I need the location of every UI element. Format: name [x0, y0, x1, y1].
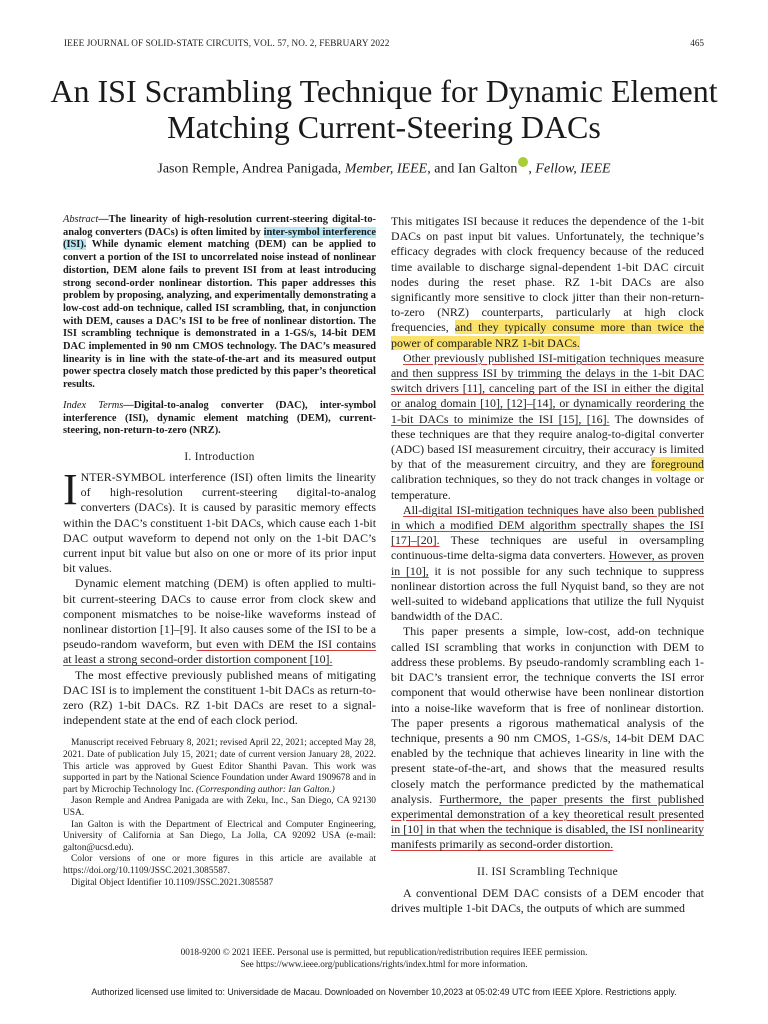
abstract-highlight[interactable]: inter-symbol interference (ISI).	[63, 226, 376, 251]
author-sep: ,	[528, 161, 536, 177]
author-names-1: Jason Remple, Andrea Panigada,	[157, 161, 345, 177]
intro-paragraph-1	[63, 464, 376, 576]
right-paragraph-1	[391, 214, 704, 351]
author-names-2: , and Ian Galton	[427, 161, 518, 177]
section-heading-2: II. ISI Scrambling Technique	[477, 865, 618, 878]
right-p3-text-b: it is not possible for any such technique to suppress nonlinear distortion across the full Nyquist band, so they are not well-suited to wideband applications that utilize the full Nyquist bandwidth of the DAC.	[391, 563, 704, 624]
right-p3-underline-2[interactable]: However, as proven in [10],	[391, 548, 705, 578]
intro-p1-text: NTER-SYMBOL interference (ISI) often limits the linearity of high-resolution current-steering digital-to-analog converters (DACs). It is caused by parasitic memory effects within the DAC’s constituent 1-bit DACs, which cause each 1-bit DAC output waveform to depend not only on the 1-bit DAC’s current input bit value but also on one or more of its prior input bit values.	[63, 469, 376, 576]
running-header: IEEE JOURNAL OF SOLID-STATE CIRCUITS, VOL. 57, NO. 2, FEBRUARY 2022	[64, 38, 390, 48]
page-number: 465	[690, 38, 704, 48]
right-paragraph-5: A conventional DEM DAC consists of a DEM encoder that drives multiple 1-bit DACs, the outputs of which are summed	[391, 885, 704, 915]
right-p2-highlight[interactable]: foreground	[651, 457, 704, 472]
index-terms-text: Digital-to-analog converter (DAC), inter-symbol interference (ISI), dynamic element matching (DEM), current-steering, non-return-to-zero (NRZ).	[63, 399, 376, 437]
footnote-affil-1: Jason Remple and Andrea Panigada are with Zeku, Inc., San Diego, CA 92130 USA.	[63, 796, 376, 818]
intro-paragraph-3: The most effective previously published means of mitigating DAC ISI is to implement the constituent 1-bit DACs as return-to-zero (RZ) 1-bit DACs. RZ 1-bit DACs are reset to a signal-independent state at the end of each clock period.	[63, 667, 376, 728]
authorized-use-banner: Authorized licensed use limited to: Universidade de Macau. Downloaded on November 10,2023 at 05:02:49 UTC from IEEE Xplore. Restrictions apply.	[91, 987, 677, 997]
footnote-corresponding: (Corresponding author: Ian Galton.)	[196, 784, 335, 795]
copyright-line-1: 0018-9200 © 2021 IEEE. Personal use is permitted, but republication/redistribution requires IEEE permission.	[180, 947, 588, 957]
intro-p2-text: Dynamic element matching (DEM) is often applied to multi-bit current-steering DACs to cause error from clock skew and component mismatches to be noise-like waveforms instead of nonlinear distortion [1]–[9]. It also causes some of the ISI to be a pseudo-random waveform,	[63, 576, 376, 652]
title-line-2: Matching Current-Steering DACs	[167, 109, 601, 145]
right-p3-text-a: These techniques are useful in oversampling continuous-time delta-sigma data converters.	[391, 533, 704, 563]
right-p1-highlight[interactable]: and they typically consume more than twice the power of comparable NRZ 1-bit DACs.	[391, 320, 704, 350]
abstract-text-1: The linearity of high-resolution current-steering digital-to-analog converters (DACs) is often limited by	[63, 214, 376, 238]
footnote-affil-2: Ian Galton is with the Department of Electrical and Computer Engineering, University of California at San Diego, La Jolla, CA 92092 USA (e-mail: galton@ucsd.edu).	[63, 819, 376, 853]
right-p2-text-b: calibration techniques, so they do not track changes in voltage or temperature.	[391, 472, 704, 502]
abstract-label: Abstract	[63, 214, 99, 225]
footnotes	[63, 738, 376, 889]
right-p2-text-a: The downsides of these techniques are that they require analog-to-digital converter (ADC) based ISI measurement circuitry, their accuracy is limited by that of the measurement circuitry, and they are	[391, 411, 704, 472]
footnote-manuscript	[63, 738, 376, 796]
right-p4-underline[interactable]: Furthermore, the paper presents the first published experimental demonstration of a key theoretical result presented in [10] in that when the technique is disabled, the ISI nonlinearity manifests primarily as second-order distortion.	[391, 791, 704, 852]
copyright-notice	[0, 946, 768, 970]
right-p1-text: This mitigates ISI because it reduces the dependence of the 1-bit DACs on past input bit values. Unfortunately, the technique’s efficacy degrades with clock frequency because of the reduced time available to discharge signal-dependent 1-bit DAC circuit nodes during the reset phase. RZ 1-bit DACs are also significantly more sensitive to clock jitter than their non-return-to-zero (NRZ) counterparts, particularly at high clock frequencies,	[391, 214, 704, 335]
footnote-manuscript-text: Manuscript received February 8, 2021; revised April 22, 2021; accepted May 28, 2021. Date of publication July 15, 2021; date of current version January 28, 2022. This article was approved by Guest Editor Shanthi Pavan. This work was supported in part by the National Science Foundation under Award 1909678 and in part by Microchip Technology Inc.	[63, 738, 376, 795]
abstract-text-2: While dynamic element matching (DEM) can be applied to convert a portion of the ISI to uncorrelated noise instead of nonlinear distortion, DEM alone fails to prevent ISI from at least introducing strong second-order nonlinear distortion. This paper addresses this problem by proposing, analyzing, and experimentally demonstrating a low-cost add-on technique, called ISI scrambling, that, in conjunction with DEM, causes a DAC’s ISI to be free of nonlinear distortion. The ISI scrambling technique is demonstrated in a 1-GS/s, 14-bit DEM DAC implemented in 90 nm CMOS technology. The DAC’s measured linearity is in line with the state-of-the-art and its measured output power spectra closely match those predicted by this paper’s theoretical results.	[63, 239, 376, 391]
intro-paragraph-2	[63, 576, 376, 667]
section-heading-1: I. Introduction	[184, 450, 255, 463]
right-paragraph-4	[391, 624, 704, 852]
author-list	[0, 157, 768, 178]
index-terms	[63, 400, 376, 438]
right-paragraph-3	[391, 503, 704, 625]
author-fellow: Fellow, IEEE	[535, 161, 611, 177]
footnote-doi: Digital Object Identifier 10.1109/JSSC.2021.3085587	[71, 877, 274, 888]
abstract-dash: —	[98, 214, 109, 225]
drop-cap: I	[63, 464, 78, 514]
paper-title	[0, 73, 768, 145]
right-p3-underline[interactable]: All-digital ISI-mitigation techniques have also been published in which a modified DEM algorithm spectrally shapes the ISI [17]–[20].	[391, 502, 704, 548]
title-line-1: An ISI Scrambling Technique for Dynamic Element	[50, 73, 718, 109]
left-column	[63, 214, 376, 889]
footnote-color: Color versions of one or more figures in this article are available at https://doi.org/10.1109/JSSC.2021.3085587.	[63, 854, 376, 876]
intro-p2-underline[interactable]: but even with DEM the ISI contains at least a strong second-order distortion component [10].	[63, 637, 376, 667]
abstract	[63, 214, 376, 392]
author-member: Member, IEEE	[344, 161, 428, 177]
right-column	[391, 214, 704, 916]
right-p2-underline[interactable]: Other previously published ISI-mitigation techniques measure and then suppress ISI by trimming the delays in the 1-bit DAC switch drivers [11], canceling part of the ISI in either the digital or analog domain [10], [12]–[14], or dynamically reordering the 1-bit DACs to minimize the ISI [15], [16].	[391, 350, 704, 426]
right-paragraph-2	[391, 351, 704, 503]
orcid-icon[interactable]	[518, 157, 528, 167]
right-p4-text: This paper presents a simple, low-cost, add-on technique called ISI scrambling that works in conjunction with DEM to address these problems. By pseudo-randomly scrambling each 1-bit DAC’s transient error, the technique converts the ISI error component that would otherwise have been nonlinear distortion into a noise-like waveform that is free of nonlinear distortion. The paper presents a rigorous mathematical analysis of the technique, presents a 90 nm CMOS, 1-GS/s, 14-bit DEM DAC enabled by the technique that achieves linearity in line with the present state-of-the-art, and shows that the measured results closely match the performance predicted by the mathematical analysis.	[391, 624, 704, 806]
copyright-line-2: See https://www.ieee.org/publications/rights/index.html for more information.	[240, 959, 528, 969]
index-terms-dash: —	[123, 399, 134, 411]
index-terms-label: Index Terms	[63, 399, 124, 411]
